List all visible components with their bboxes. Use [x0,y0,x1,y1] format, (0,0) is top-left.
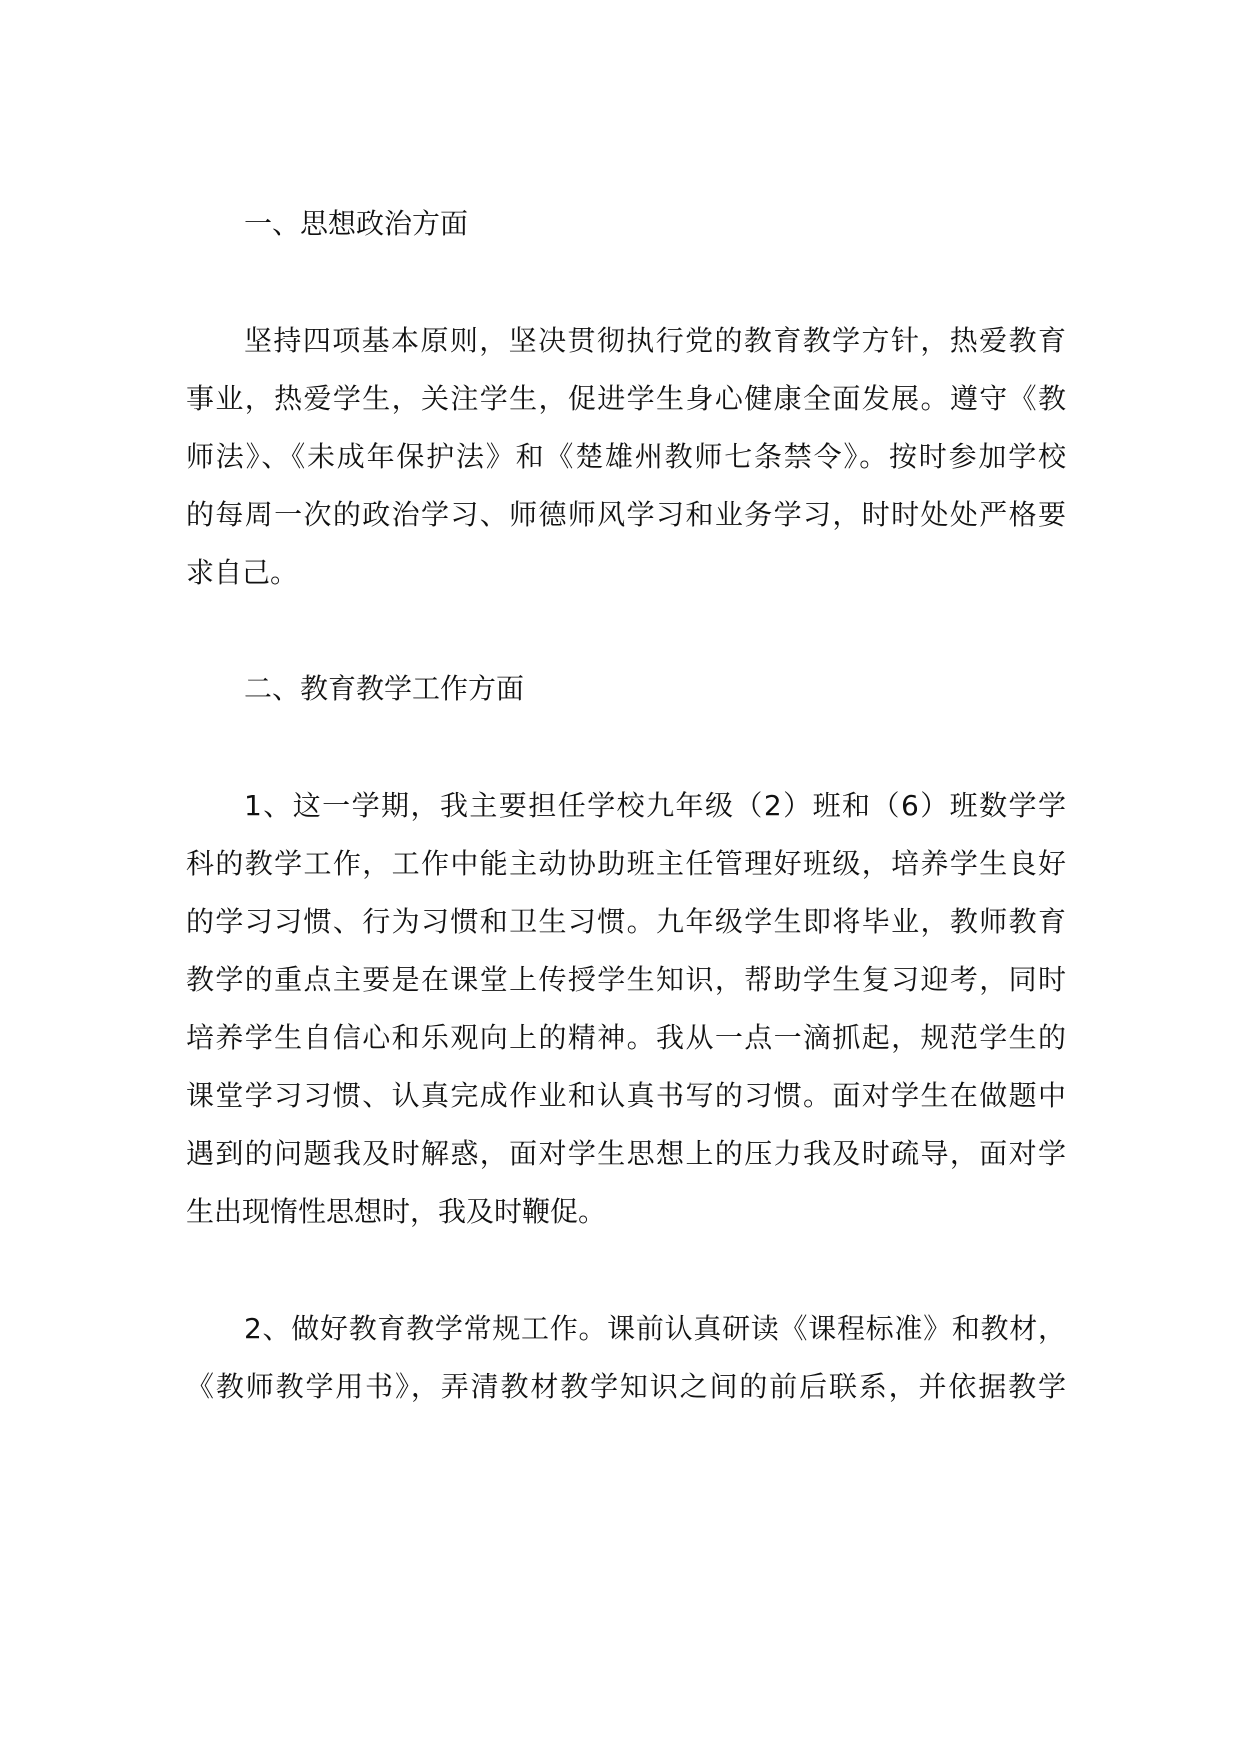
paragraph-line: 师法》、《未成年保护法》和《楚雄州教师七条禁令》。按时参加学校 [186,440,1066,473]
paragraph-line: 的每周一次的政治学习、师德师风学习和业务学习，时时处处严格要 [186,498,1066,531]
paragraph-line: 2、做好教育教学常规工作。课前认真研读《课程标准》和教材， [244,1312,1066,1345]
paragraph-line: 科的教学工作，工作中能主动协助班主任管理好班级，培养学生良好 [186,847,1066,880]
paragraph-line: 课堂学习习惯、认真完成作业和认真书写的习惯。面对学生在做题中 [186,1079,1066,1112]
section-heading-2: 二、教育教学工作方面 [244,672,525,705]
paragraph-line: 教学的重点主要是在课堂上传授学生知识，帮助学生复习迎考，同时 [186,963,1066,996]
paragraph-line: 坚持四项基本原则，坚决贯彻执行党的教育教学方针，热爱教育 [244,324,1066,357]
paragraph-line: 培养学生自信心和乐观向上的精神。我从一点一滴抓起，规范学生的 [186,1021,1066,1054]
paragraph-line: 《教师教学用书》，弄清教材教学知识之间的前后联系，并依据教学 [186,1370,1066,1403]
section-heading-1: 一、思想政治方面 [244,207,469,240]
paragraph-line: 事业，热爱学生，关注学生，促进学生身心健康全面发展。遵守《教 [186,382,1066,415]
paragraph-line: 遇到的问题我及时解惑，面对学生思想上的压力我及时疏导，面对学 [186,1137,1066,1170]
paragraph-line: 的学习习惯、行为习惯和卫生习惯。九年级学生即将毕业，教师教育 [186,905,1066,938]
paragraph-line: 生出现惰性思想时，我及时鞭促。 [186,1195,607,1228]
paragraph-line: 1、这一学期，我主要担任学校九年级（2）班和（6）班数学学 [244,789,1066,822]
paragraph-line: 求自己。 [186,556,299,589]
